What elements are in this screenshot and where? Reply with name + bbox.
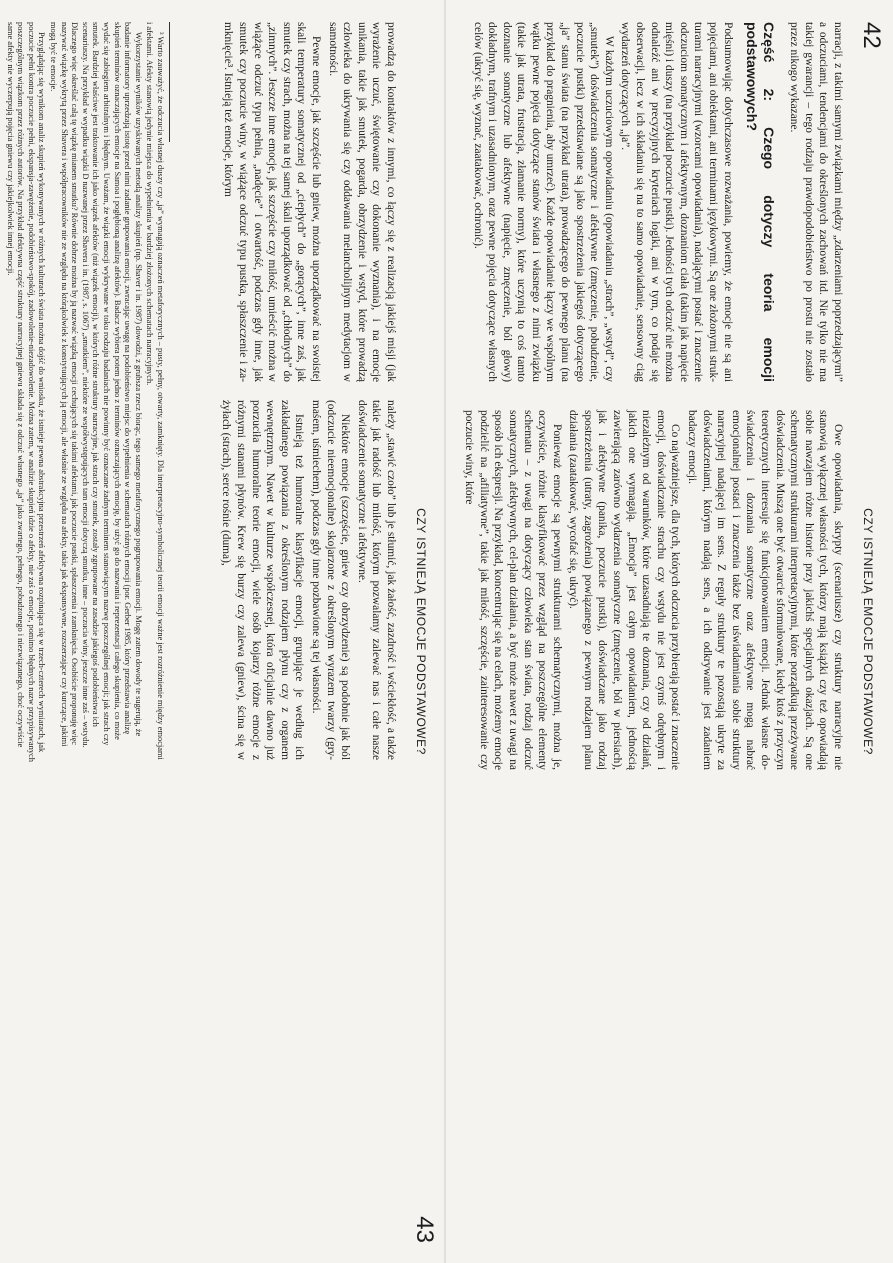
running-head: CZY ISTNIEJĄ EMOCJE PODSTAWOWE? xyxy=(861,508,875,755)
footnote-rule xyxy=(169,22,170,142)
paragraph: Istnieją też humoralne klasyfikacje emocji, grupujące je według ich zakładanego powiązania z określonym rodzajem płynu czy z organem wewnętrznym. Nawet w kulturze współczesnej, która oficjalnie dawno już porzuciła humoralne teorie emocji, wiele osób kojarzy różne emocje z różnymi stanami płynów. Krew się burzy czy zalewa (gniew), ścina się w żyłach (strach), serce rośnie (duma), xyxy=(220,400,306,760)
paragraph: należy „stawić czoło” lub je stłumić, jak żałość, zazdrość i wściekłość, a także takie jak radość lub miłość, którym pozwalamy zalewać nas i całe nasze doświadczenie somatyczne i afektywne. xyxy=(355,400,397,760)
paragraph: Co najważniejsze, dla tych, których odczucia przybierają postać i znaczenie emocji, doświadczanie strachu czy wstydu nie jest czymś odrębnym i niezależnym od warunków, które uzasadniają te doznania, czy od działań, jakich one wymagają. „Emocja” jest całym opowiadaniem, jednością zawierającą zarówno wydarzenia somatyczne (zmęczenie, ból w piersiach), jak i afektywne (panika, poczucie pustki), doświadczane jako rodzaj spostrzeżenia (utraty, zagrożenia) powiązanego z pewnym rodzajem planu działania (zaatakować, wycofać się, ukryć). xyxy=(567,410,682,770)
page-42 xyxy=(447,0,893,1263)
paragraph: Pewne emocje, jak szczęście lub gniew, można uporządkować na swoistej skali temperatury somatycznej od „ciepłych” do „gorących”, inne zaś, jak smutek czy strach, można na tej samej skali uporządkować od „chłodnych” do „zimnych”. Jeszcze inne emocje, jak szczęście czy miłość, umieścić można w wiążące odczuć typu pełnia, „nadęcie” i otwartość, podczas gdy inne, jak smutek czy poczucie winy, w wiążące odczuć typu pustka, spłaszczenie i zamknięcie³. Istnieją też emocje, którym xyxy=(222,22,323,382)
text-column-1 xyxy=(219,22,398,382)
footnote-paragraph: ³ Warto zauważyć, że odczucia własnej duszy czy „ja” wymagają oznaczeń metaforycznych – pusty, pełny, otwarty, zamknięty. Dla interpretacyjno-symbolicznej teorii emocji ważne jest rozróżnienie między emocjami i afektami. Afekty stanowią jedynie miejsca do wypełnienia w bardziej złożonych schematach narracyjnych. xyxy=(145,22,165,760)
footnote-paragraph: Wykorzystanie wyników uzyskiwanych metodą analizy skupień (np. Shaver i in. 1987) dowodzi, z grubsza rzecz biorąc, tego samego metaforycznego pogrupowania emocji. Mogę zatem dowody te sugerują, że badanie informatory uprzedzają istotę przed nimi zadanie grupowania emocji, zwracając uwagę na podobieństwo miejsc do wypełnienia w schematach różnych emocji (por. Gerber 1985, który przedstawia analizę skupień terminów oznaczających emocje na Samoa i pogłębioną analizę afektów). Badacz wybiera potem jedno z terminów oznaczających emocję, by użyć go do nazwania i reprezentacji całego skupienia, co może wydać się zabiegiem arbitralnym i błędnym. Uważam, że wiązki emocji wykrywane w toku rodzaju badaniach nie powinny być oznaczane żadnym terminem stanowiącym nazwę poszczególnej emocji; jak strach czy smutek. Bardziej właściwe jest traktowanie ich jako wiązek afektów (niż wiązek emocji), w których różne struktury narracyjne, jak strach czy smutek, zostały zgrupowane na zasadzie jakiegoś podobieństwa ich scenariuszy. Na przykład w wypadku wiązki D nazwanej przez Shavera i in. (1987, s. 1067) „smutkiem”, niektóre ze współwystępujących tam emocji dotyczą smutku, inne – poczucia winy, jeszcze inne zaś – wstydu. Dlaczego więc określać całą tę wiązkę mianem smutku? Równie dobrze można by ją nazwać wiązką emocji cechujących się takimi afektami, jak poczucie pustki, spłaszczenia i zamknięcia. Osobiście proponuję więc nazywać wiązkę wykrytą przez Shavera i współpracowników nie ze względu na którąkolwiek z konstytuujących ją emocji, ale właśnie ze względu na afekty, takie jak ekspansywne, rozszerzające czy kurczące, jakimi mogą być te emocje. xyxy=(49,22,143,748)
paragraph: prowadzą do kontaktów z innymi, co łączy się z realizacją jakiejś misji (jak wyrażenie uczuć, świętowanie czy dokonanie wyznania), i na emocje unikania, takie jak smutek, pogarda, obrzydzenie i wstyd, które prowadzą człowieka do ukrywania się czy oddawania melancholijnym medytacjom w samotności. xyxy=(326,22,397,382)
footnote xyxy=(3,22,178,762)
page-gutter xyxy=(444,0,446,1263)
text-column-1 xyxy=(468,22,845,382)
section-title: Część 2: Czego dotyczy teoria emocji podstawowych? xyxy=(743,22,777,382)
paragraph: W każdym uczuciowym opowiadaniu (opowiadaniu „strach”, „wstyd”, czy „smutek”) doświadczenia somatyczne i afektywne (zmęczenie, pobudzenie, poczucie pustki) przedstawiane są jako spostrzeżenia jakiegoś dotyczącego „ja” stanu świata (na przykład utrata), prowadzącego do pewnego planu (na przykład do pragnienia, aby umrzeć). Każde opowiadanie łączy we wspólnym wątku pewne pojęcia dotyczące stanów świata i własnego z nimi związku (takie jak utrata, frustracja, złamanie normy), które uczynią to coś tamto doznanie somatyczne lub afektywne (napięcie, zmęczenie, ból głowy) dokładnym, trafnym i uzasadnionym, oraz pewne pojęcia dotyczące własnych celów (ukryć się, wyznać, zaatakować, ochronić). xyxy=(471,22,615,382)
footnote-paragraph: Przyglądając się wynikom analiz skupień wykonywanych w różnych kulturach świata można dojść do wniosku, że istnieje pewna abstrakcyjna przestrzeń afektywna rozpinająca się w trzech-czterech wymiarach, jak poczucie pełni kontra poczucie pełni, ekspansja-zawężenie, podobieństwo-spokój, zadowolenie-niezadowolenie. Można zatem, w analizie skupień idzie o afekty, nie zaś o emocje, pomimo błędnych nazw przypisywanych poszczególnym wiązkom przez różnych autorów. Na przykład afektywna część struktury narracyjnej gniewu składa się z odczuć własnego „ja” jako zwartego, pełnego, pobudzonego i niezwiązanego, choć oczywiście same afekty nie wyczerpują pojęcia gniewu czy jakiejkolwiek innej emocji. xyxy=(5,22,47,762)
page-43 xyxy=(0,0,446,1263)
text-column-2 xyxy=(460,410,845,770)
paragraph: Niektóre emocje (szczęście, gniew czy obrzydzenie) są podobnie jak ból (odczucie nieemocjonalne) skojarzone z określonym wyrazem twarzy (grymaśem, uśmiechem), podczas gdy inne pozbawione są tej własności. xyxy=(310,400,352,760)
text-column-2 xyxy=(217,400,398,760)
paragraph: Ponieważ emocje są pewnymi strukturami schematycznymi, można je, oczywiście, różnie klasyfikować przez wzgląd na poszczególne elementy schematu – z uwagi na dotyczący człowieka stan świata, rodzaj odczuć somatycznych, afektywnych, cel-plan działania, a być może nawet z uwagi na sposób ich ekspresji. Na przykład, koncentrując się na celach, możemy emocje podzielić na „afiliatywne”, takie jak miłość, szczęście, zainteresowanie czy poczucie winy, które xyxy=(463,410,563,770)
paragraph: Podsumowując dotychczasowe rozważania, powiemy, że emocje nie są ani pojęciami, ani obiektami, ani terminami językowymi. Są one złożonymi strukturami narracyjnymi (wzorcami opowiadania), nadającymi postać i znaczenie odczuciom somatycznym i afektywnym, doznaniom ciała (takim jak napięcie mięśni) i duszy (na przykład poczucie pustki). Jedności tych odczuć nie można odnaleźć ani w precyzyjnych kryteriach logiki, ani w tym, co podaje się obserwacji, lecz w ich składaniu się na to samo opowiadanie, sensowny ciąg wydarzeń dotyczących „ja”. xyxy=(619,22,734,382)
page-number: 43 xyxy=(411,1216,438,1243)
paragraph: Owe opowiadania, skrypty (scenariusze) czy struktury narracyjne nie stanowią wyłącznej własności tych, którzy mają książki czy też opowiadają sobie nawzajem różne historie przy jakichś specjalnych okazjach. Są one schematycznymi strukturami interpretacyjnymi, które porządkują przeżywane doświadczenia. Muszą one być otwarcie sformułowane, kiedy ktoś z przyczyn teoretycznych interesuje się funkcjonowaniem emocji. Jednak własne doświadczenia i doznania somatyczne oraz afektywne mogą nabrać emocjonalnej postaci i znaczenia także bez uświadamiania sobie struktury narracyjnej nadającej im sens. Z reguły struktury te pozostają ukryte za doświadczeniami, którym nadają sens, a ich odkrywanie jest zadaniem badaczy emocji. xyxy=(686,410,844,770)
paragraph: narracji, z takimi samymi związkami między „zdarzeniami poprzedzającymi” a odczuciami, tendencjami do określonych zachowań itd. Nie tylko nie ma takiej gwarancji – tego rodzaju prawdopodobieństwo po prostu nie zostało przez nikogo wykazane. xyxy=(788,22,844,382)
running-head: CZY ISTNIEJĄ EMOCJE PODSTAWOWE? xyxy=(414,508,428,755)
page-number: 42 xyxy=(858,22,885,49)
